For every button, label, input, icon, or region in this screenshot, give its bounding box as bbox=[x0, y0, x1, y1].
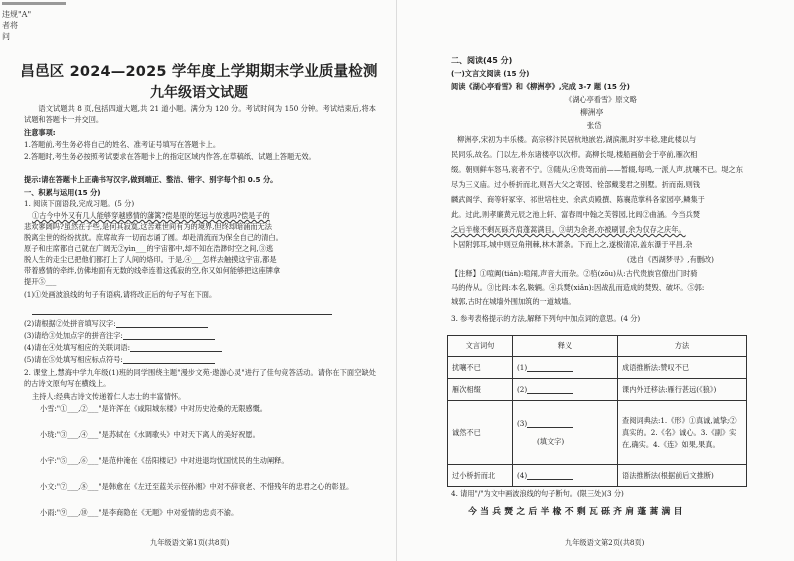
punctuation-sentence[interactable]: 今当兵燹之后半椽不剩瓦砾齐肩蓬蒿满目 bbox=[468, 507, 686, 517]
subquestion-1: (1)①处画波浪线的句子有语病,请将改正后的句子写在下面。 bbox=[24, 290, 217, 299]
exam-intro: 语文试题共 8 页,包括四道大题,共 21 道小题。满分为 120 分。考试时间为 150 分钟。考试结束后,将本试题和答题卡一并交回。 bbox=[24, 104, 376, 125]
poem-title: 柳洲亭 bbox=[580, 108, 604, 117]
classical-heading: (一)文言文阅读 (15 分) bbox=[451, 69, 530, 78]
corner-line-3: 问 bbox=[2, 32, 10, 41]
page-footer-right: 九年级语文第2页(共8页) bbox=[565, 538, 645, 547]
question-2-host: 主持人:经典古诗文传递着仁人志士的丰富情怀。 bbox=[32, 392, 186, 401]
poem-prompt-4: 小文:"⑦___,⑧___"是韩愈在《左迁至蓝关示侄孙湘》中对不辞衰老、不惜残年的忠君之心的彰显。 bbox=[40, 482, 354, 491]
table-header-meaning: 释义 bbox=[513, 336, 618, 357]
question-2: 2. 课堂上,慧海中学九年级(1)班的同学围绕主题"漫步文苑·遨游心灵"进行了佳句竞答活动。请你在下面空缺处的古诗文原句写在横线上。 bbox=[24, 368, 376, 389]
corner-line-2: 者将 bbox=[2, 21, 18, 30]
table-cell-word: 过小桥折而北 bbox=[448, 465, 513, 487]
passage-line-2: 悲欢寥阔吗?虽然在子些,是何其寂寞,这苦难世间有为的境界,但终却暗涌而无法 bbox=[24, 222, 272, 231]
reading-instruction: 阅读《湖心亭看雪》和《柳洲亭》,完成 3-7 题 (15 分) bbox=[451, 82, 630, 91]
table-header-row bbox=[448, 336, 747, 357]
table-row bbox=[448, 357, 747, 379]
corner-stamp bbox=[0, 0, 44, 46]
note-3: 提示:请在答题卡上正确书写汉字,做到端正、整洁、错字、别字每个扣 0.5 分。 bbox=[24, 175, 278, 184]
annotation-line-1: 【注释】①喧阗(tián):喧闹,声音大而杂。②驺(zōu)从:古代贵族官僚出门时骑 bbox=[451, 269, 698, 278]
note-1: 1.答题前,考生务必将自己的姓名、准考证号填写在答题卡上。 bbox=[24, 140, 221, 149]
body-line-7: 之后半椽不剩瓦砾齐肩蓬蒿满目。③胡为余者,亦被刷冒,余为仅存之庆年。 bbox=[451, 225, 686, 234]
author: 张岱 bbox=[587, 121, 602, 130]
table-row bbox=[448, 465, 747, 487]
table-row bbox=[448, 401, 747, 465]
table-cell-method: 成语推断法:赞叹不已 bbox=[618, 357, 747, 379]
passage-line-4: 原子和庄席都自己就在广阔无②yìn___的宇宙都中,却不知在浩渺时空之间,③逃 bbox=[24, 244, 274, 253]
table-row bbox=[448, 379, 747, 401]
table-cell-word: 诚然不已 bbox=[448, 401, 513, 465]
answer-line-1[interactable] bbox=[32, 314, 332, 315]
method-table bbox=[447, 335, 747, 487]
body-line-5: 麟武阁学、商等轩冢宰、祁世培柱史、余武贞殿撰、陈襄范掌科各家园亭,鳞集于 bbox=[451, 195, 705, 204]
poem-prompt-2: 小珑:"③___,④___"是苏轼在《水调歌头》中对天下离人的美好祝愿。 bbox=[40, 430, 260, 439]
table-cell-word: 雁次相缀 bbox=[448, 379, 513, 401]
text-title: 《湖心亭看雪》原文略 bbox=[565, 95, 637, 104]
table-cell-method: 语法推断法(根据前后文推断) bbox=[618, 465, 747, 487]
poem-prompt-1: 小雪:"①___,②___"是许浑在《咸阳城东楼》中对历史沧桑的无限感慨。 bbox=[40, 404, 267, 413]
passage-line-5: 脱人生的走尘已把他们都打上了人间的烙印。于是,④___怎样去触摸这宇宙,都是 bbox=[24, 255, 277, 264]
table-cell-method: 课内外迁移法:雁行甚远(《狼》) bbox=[618, 379, 747, 401]
question-1: 1. 阅读下面语段,完成习题。(5 分) bbox=[24, 199, 135, 208]
passage-line-3: 脱离尘世的纷纷扰扰。庶席故弃一切而志诵了圆。却赴清流而为保全自己的清白。 bbox=[24, 233, 283, 242]
corner-line-1: 违规"A" bbox=[2, 10, 32, 19]
table-header-method: 方法 bbox=[618, 336, 747, 357]
passage-line-1: ①古今中外又有几人能够穿越感情的藩篱?偿是原的惩远与放逃吗?偿是子的 bbox=[32, 211, 270, 220]
exam-title: 昌邑区 2024—2025 学年度上学期期末学业质量检测 bbox=[20, 64, 378, 80]
table-cell-answer[interactable]: (2) bbox=[513, 379, 618, 401]
page-footer-left: 九年级语文第1页(共8页) bbox=[150, 538, 230, 547]
table-cell-method: 查阅词典法:1.《形》①真诚,诚挚;②真实的。2.《名》诚心。3.《副》实在,确实。4.《连》如果,果真。 bbox=[618, 401, 747, 465]
note-2: 2.答题时,考生务必按照考试要求在答题卡上的指定区域内作答,在草稿纸、试题上答题无效。 bbox=[24, 152, 316, 161]
table-cell-answer[interactable]: (4) bbox=[513, 465, 618, 487]
question-3: 3. 参考表格提示的方法,解释下列句中加点词的意思。(4 分) bbox=[451, 314, 641, 323]
table-cell-answer[interactable]: (3) (填文字) bbox=[513, 401, 618, 465]
poem-prompt-3: 小宇:"⑤___,⑥___"是范仲淹在《岳阳楼记》中对进退均忧国忧民的生动阐释。 bbox=[40, 456, 289, 465]
body-line-3: 缀。朝则鲜车怒马,衮者不宁。③随从;④贵驾而前——暂辍,每鸣,一派人声,扰嚷不已。堤之东 bbox=[451, 165, 743, 174]
body-line-8: 卜居附郭耳,城中则豆角荆棘,林木萧条。下而上之,遂极清凉,盖东瀑于平昌,杂 bbox=[451, 240, 693, 249]
subquestion-2: (2)请根据②处拼音填写汉字: bbox=[24, 319, 208, 328]
poem-prompt-5: 小雨:"⑨___,⑩___"是李商隐在《无题》中对爱情的忠贞不渝。 bbox=[40, 508, 239, 517]
subquestion-5: (5)请在⑤处填写相应标点符号: bbox=[24, 355, 215, 364]
section-2-heading: 二、阅读(45 分) bbox=[451, 56, 513, 65]
table-header-word: 文言词句 bbox=[448, 336, 513, 357]
body-line-1: 柳洲亭,宋初为丰乐楼。高宗移汴民居杭地嵌岩,湖滨潮,时岁丰稔,建此楼以与 bbox=[457, 135, 697, 144]
annotation-line-3: 城郭,古时在城墙外围加筑的一道城墙。 bbox=[451, 297, 576, 306]
passage-line-7: 提开⑤___ bbox=[24, 277, 57, 286]
body-line-2: 民同乐,故名。门以左,朴东诸楼亭以次栉。高柳长堤,楼船画舫会于亭前,雁次相 bbox=[451, 150, 698, 159]
table-cell-word: 扰嚷不已 bbox=[448, 357, 513, 379]
subquestion-4: (4)请在④处填写相应的关联词语: bbox=[24, 343, 222, 352]
exam-subtitle: 九年级语文试题 bbox=[150, 85, 248, 101]
section-1-heading: 一、积累与运用(15 分) bbox=[24, 188, 101, 197]
subquestion-3: (3)请给③处加点字的拼音注字: bbox=[24, 331, 215, 340]
source-note: (选自《西湖梦寻》,有删改) bbox=[627, 255, 714, 264]
corner-stripe bbox=[2, 2, 66, 5]
annotation-line-2: 马的侍从。③比闾:本名,鞍辆。④兵燹(xiǎn):因战乱而造成的焚毁、破坏。⑤郭: bbox=[451, 283, 705, 292]
question-4: 4. 请用"/"为文中画波浪线的句子断句。(限三处)(3 分) bbox=[451, 489, 624, 498]
table-cell-answer[interactable]: (1) bbox=[513, 357, 618, 379]
body-line-4: 尽为三义庙。过小桥折而北,则吾大父之寄园、铨部戴斐君之别墅。折而南,则钱 bbox=[451, 180, 700, 189]
passage-line-6: 带着感情的牵绊,仿佛地面有无数的线牵连着这孤寂的空,你又如何能够把这座牌拿 bbox=[24, 266, 281, 275]
body-line-6: 此。过此,则孝廉黄元辰之池上轩、富春周中翰之芙蓉园,比闾②曲涵。今当兵燹 bbox=[451, 210, 700, 219]
notes-heading: 注意事项: bbox=[24, 128, 56, 137]
